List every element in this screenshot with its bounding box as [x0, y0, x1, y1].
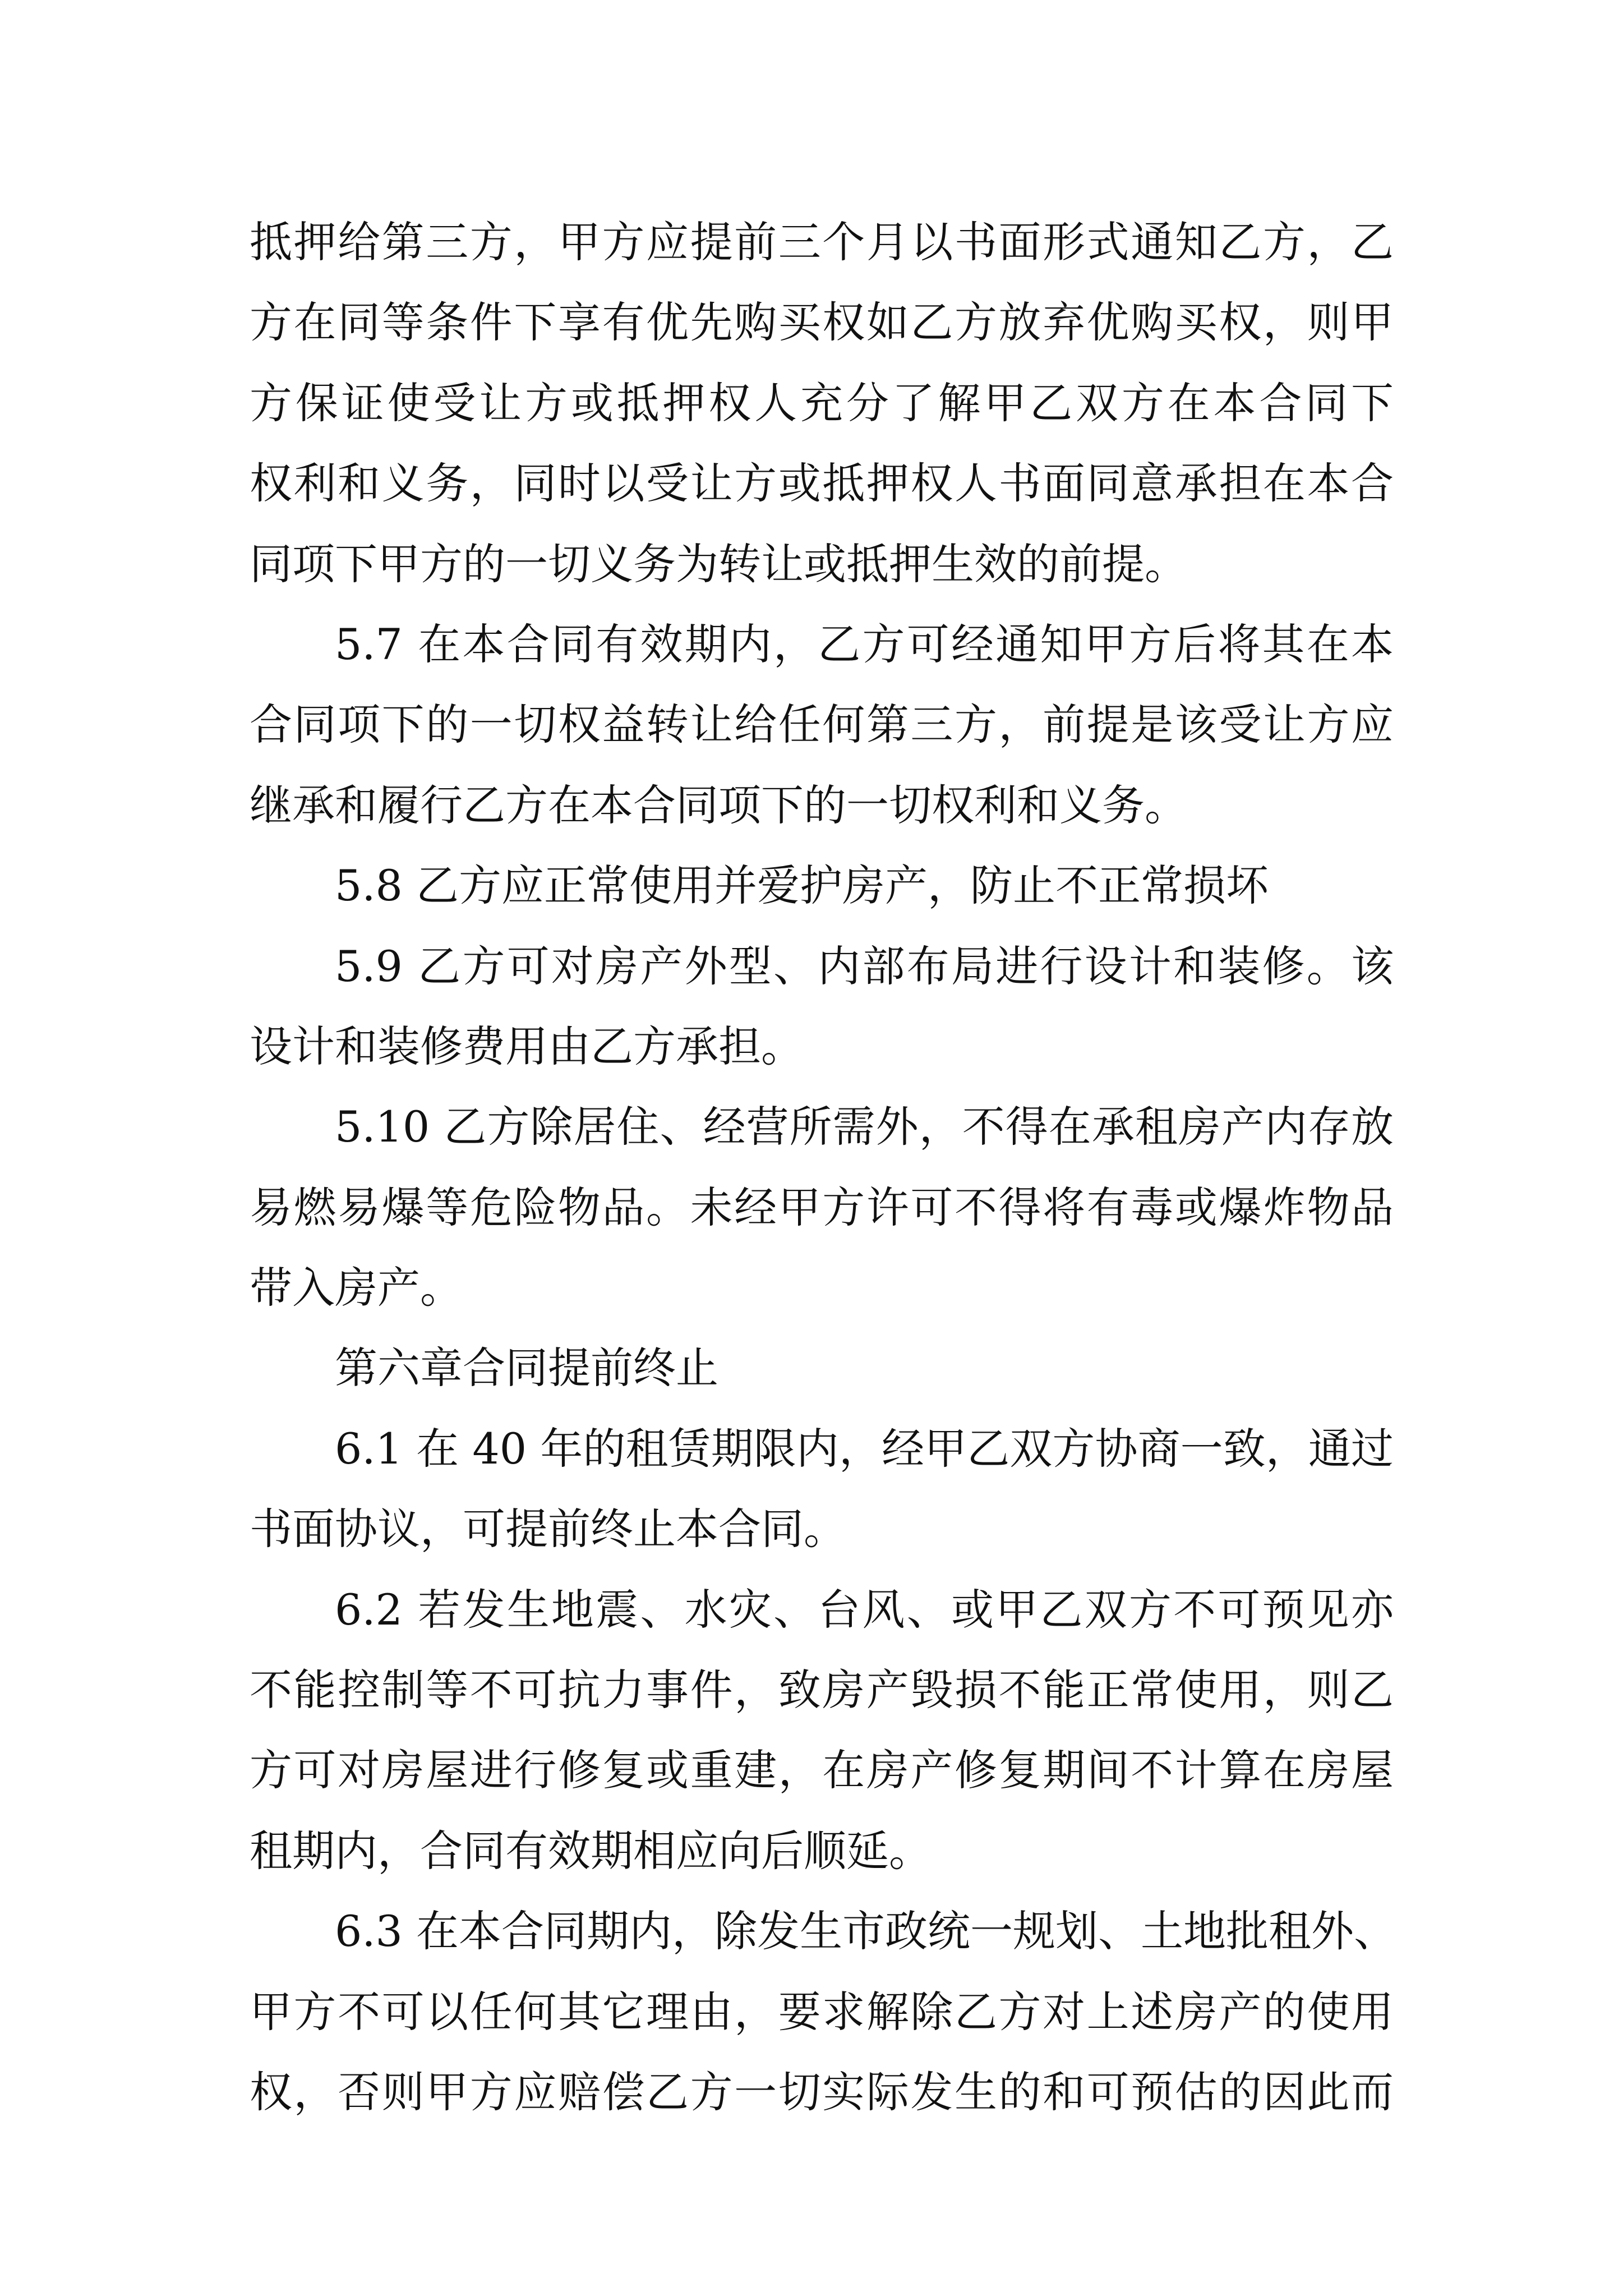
text-line: 易燃易爆等危险物品。未经甲方许可不得将有毒或爆炸物品: [250, 1182, 1394, 1232]
text-line: 方可对房屋进行修复或重建，在房产修复期间不计算在房屋: [250, 1745, 1394, 1796]
text-line: 6.3 在本合同期内，除发生市政统一规划、土地批租外、: [335, 1906, 1397, 1957]
text-line: 租期内，合同有效期相应向后顺延。: [250, 1825, 932, 1876]
text-line: 5.7 在本合同有效期内，乙方可经通知甲方后将其在本: [335, 619, 1394, 669]
text-line: 6.1 在 40 年的租赁期限内，经甲乙双方协商一致，通过: [335, 1423, 1394, 1474]
text-line: 权，否则甲方应赔偿乙方一切实际发生的和可预估的因此而: [250, 2067, 1394, 2117]
text-line: 5.8 乙方应正常使用并爱护房产，防止不正常损坏: [335, 861, 1269, 911]
text-line: 第六章合同提前终止: [335, 1343, 718, 1393]
text-line: 5.10 乙方除居住、经营所需外，不得在承租房产内存放: [335, 1102, 1394, 1152]
text-line: 甲方不可以任何其它理由，要求解除乙方对上述房产的使用: [250, 1986, 1394, 2037]
text-line: 同项下甲方的一切义务为转让或抵押生效的前提。: [250, 539, 1187, 589]
text-line: 合同项下的一切权益转让给任何第三方，前提是该受让方应: [250, 700, 1394, 750]
document-body: [250, 202, 1397, 2132]
text-line: 不能控制等不可抗力事件，致房产毁损不能正常使用，则乙: [250, 1665, 1394, 1715]
text-line: 设计和装修费用由乙方承担。: [250, 1021, 804, 1071]
text-line: 带入房产。: [250, 1263, 463, 1313]
text-line: 方在同等条件下享有优先购买权如乙方放弃优购买权，则甲: [250, 297, 1394, 348]
text-line: 继承和履行乙方在本合同项下的一切权利和义务。: [250, 780, 1187, 830]
text-line: 书面协议，可提前终止本合同。: [250, 1504, 846, 1554]
text-line: 权利和义务，同时以受让方或抵押权人书面同意承担在本合: [250, 458, 1394, 509]
text-line: 5.9 乙方可对房产外型、内部布局进行设计和装修。该: [335, 941, 1394, 991]
text-line: 6.2 若发生地震、水灾、台风、或甲乙双方不可预见亦: [335, 1584, 1394, 1635]
text-line: 抵押给第三方，甲方应提前三个月以书面形式通知乙方，乙: [250, 217, 1394, 267]
text-line: 方保证使受让方或抵押权人充分了解甲乙双方在本合同下: [250, 378, 1394, 428]
